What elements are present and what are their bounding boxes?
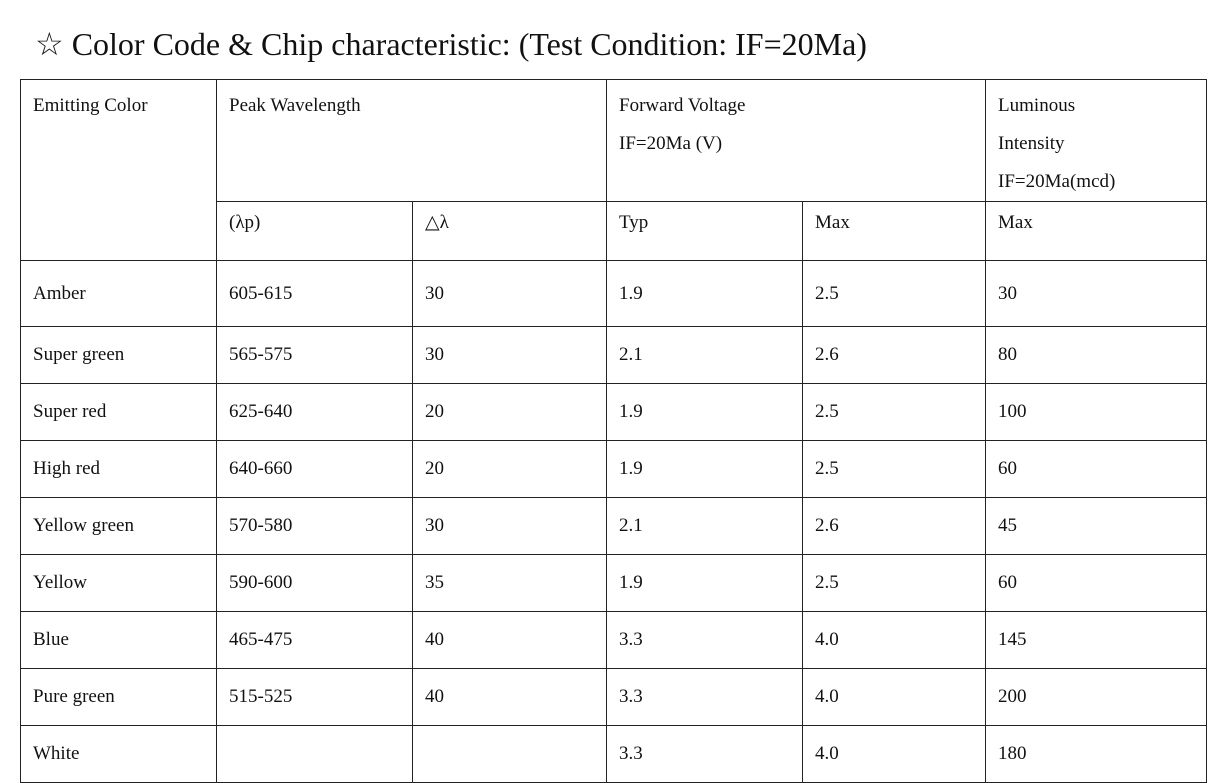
cell-delta: 20: [413, 384, 607, 441]
cell-max: 2.5: [803, 441, 986, 498]
table-row: [21, 384, 1207, 441]
header-luminous-intensity: [986, 80, 1207, 202]
cell-max: 2.5: [803, 384, 986, 441]
cell-max: 4.0: [803, 669, 986, 726]
table-row: [21, 555, 1207, 612]
cell-peak: 565-575: [217, 327, 413, 384]
header-forward-voltage-condition: IF=20Ma (V): [619, 133, 723, 154]
table-row: [21, 498, 1207, 555]
cell-luminous: 180: [986, 726, 1207, 783]
cell-typ: 3.3: [607, 669, 803, 726]
cell-max: 4.0: [803, 726, 986, 783]
cell-color: Blue: [21, 612, 217, 669]
cell-typ: 3.3: [607, 726, 803, 783]
cell-color: Amber: [21, 261, 217, 327]
table-row: [21, 441, 1207, 498]
cell-peak: 465-475: [217, 612, 413, 669]
cell-luminous: 45: [986, 498, 1207, 555]
cell-delta: 30: [413, 498, 607, 555]
cell-delta: [413, 726, 607, 783]
cell-peak: 515-525: [217, 669, 413, 726]
cell-delta: 40: [413, 669, 607, 726]
header-luminous-word2: Intensity: [998, 133, 1065, 154]
cell-luminous: 60: [986, 555, 1207, 612]
cell-peak: 640-660: [217, 441, 413, 498]
header-peak-wavelength: Peak Wavelength: [217, 80, 607, 202]
cell-color: White: [21, 726, 217, 783]
cell-max: 2.5: [803, 555, 986, 612]
header-max-voltage: Max: [803, 202, 986, 261]
cell-typ: 1.9: [607, 441, 803, 498]
header-max-luminous: Max: [986, 202, 1207, 261]
table-row: [21, 261, 1207, 327]
header-forward-voltage: [607, 80, 986, 202]
table-row: [21, 669, 1207, 726]
cell-peak: 625-640: [217, 384, 413, 441]
table-body: [21, 80, 1207, 783]
cell-color: Super green: [21, 327, 217, 384]
cell-typ: 2.1: [607, 498, 803, 555]
header-emitting-color: Emitting Color: [21, 80, 217, 261]
header-luminous-condition: IF=20Ma(mcd): [998, 171, 1116, 192]
cell-luminous: 200: [986, 669, 1207, 726]
page-title: ☆ Color Code & Chip characteristic: (Test Condition: IF=20Ma): [35, 26, 867, 62]
header-luminous-word1: Luminous: [998, 95, 1076, 116]
cell-max: 4.0: [803, 612, 986, 669]
header-typ: Typ: [607, 202, 803, 261]
header-luminous-title: [998, 87, 1194, 163]
cell-typ: 1.9: [607, 384, 803, 441]
cell-color: Super red: [21, 384, 217, 441]
cell-typ: 1.9: [607, 555, 803, 612]
cell-peak: [217, 726, 413, 783]
cell-typ: 3.3: [607, 612, 803, 669]
cell-max: 2.5: [803, 261, 986, 327]
table-row: [21, 612, 1207, 669]
cell-delta: 30: [413, 327, 607, 384]
cell-peak: 590-600: [217, 555, 413, 612]
cell-color: High red: [21, 441, 217, 498]
cell-delta: 30: [413, 261, 607, 327]
cell-color: Pure green: [21, 669, 217, 726]
cell-delta: 20: [413, 441, 607, 498]
cell-peak: 570-580: [217, 498, 413, 555]
table-row: [21, 726, 1207, 783]
cell-luminous: 80: [986, 327, 1207, 384]
cell-peak: 605-615: [217, 261, 413, 327]
cell-typ: 2.1: [607, 327, 803, 384]
cell-max: 2.6: [803, 327, 986, 384]
table-row: [21, 327, 1207, 384]
header-forward-voltage-title: Forward Voltage: [619, 95, 746, 116]
cell-delta: 35: [413, 555, 607, 612]
cell-typ: 1.9: [607, 261, 803, 327]
cell-color: Yellow: [21, 555, 217, 612]
header-lambda-p: (λp): [217, 202, 413, 261]
cell-delta: 40: [413, 612, 607, 669]
cell-luminous: 60: [986, 441, 1207, 498]
header-delta-lambda: △λ: [413, 202, 607, 261]
cell-luminous: 30: [986, 261, 1207, 327]
cell-luminous: 100: [986, 384, 1207, 441]
chip-characteristic-table: [20, 79, 1207, 783]
cell-max: 2.6: [803, 498, 986, 555]
header-row-1: [21, 80, 1207, 202]
cell-luminous: 145: [986, 612, 1207, 669]
cell-color: Yellow green: [21, 498, 217, 555]
